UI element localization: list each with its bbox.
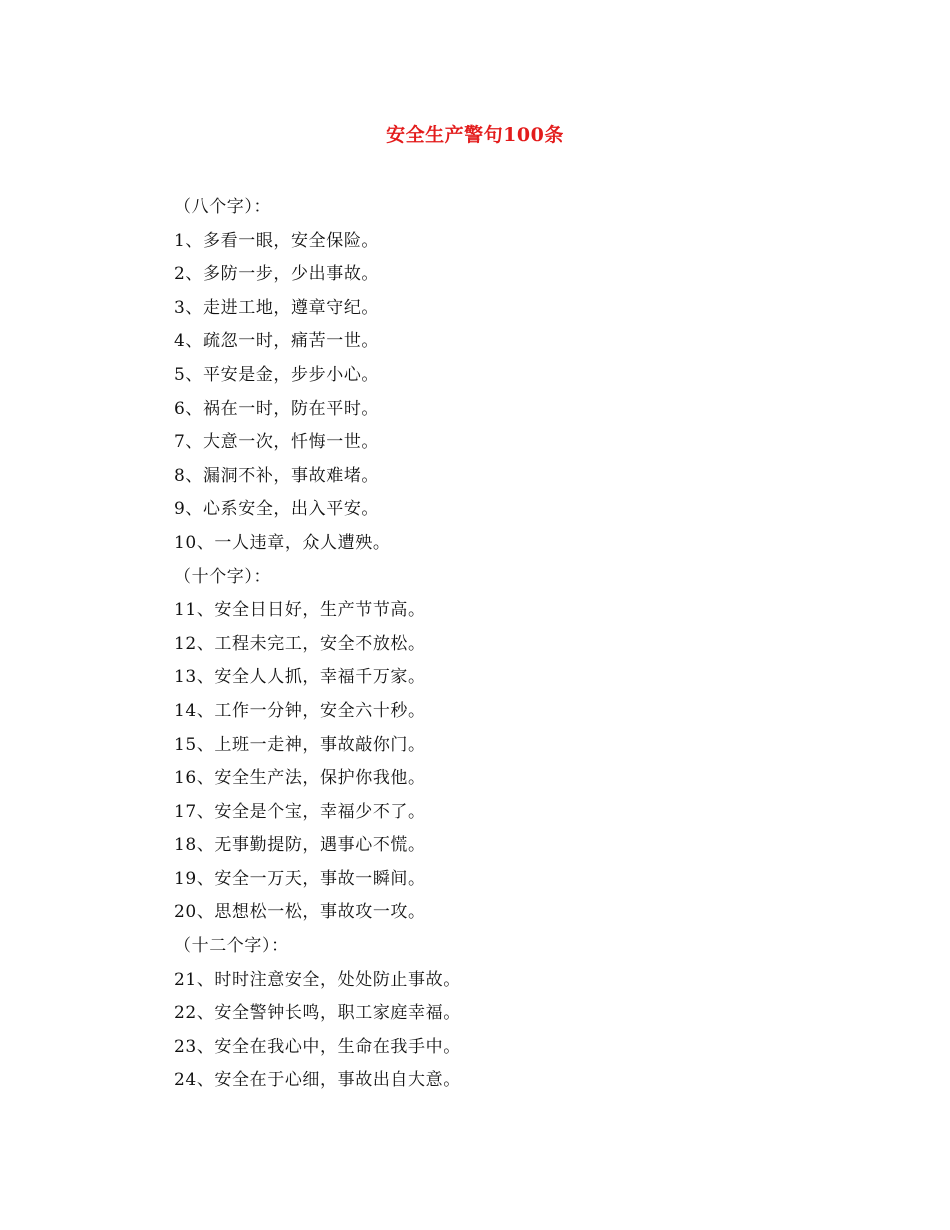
list-item: 7、大意一次，忏悔一世。 xyxy=(174,432,380,453)
list-item: 2、多防一步，少出事故。 xyxy=(174,264,380,285)
list-item: 5、平安是金，步步小心。 xyxy=(174,364,380,385)
list-item: 13、安全人人抓，幸福千万家。 xyxy=(174,667,426,688)
section-heading: （八个字）： xyxy=(174,197,272,217)
document-body xyxy=(174,191,814,1098)
section-heading: （十个字）： xyxy=(174,566,272,587)
list-item: 22、安全警钟长鸣，职工家庭幸福。 xyxy=(174,1003,461,1024)
list-item: 15、上班一走神，事故敲你门。 xyxy=(174,734,426,755)
list-item: 19、安全一万天，事故一瞬间。 xyxy=(174,868,426,889)
list-item: 21、时时注意安全，处处防止事故。 xyxy=(174,969,461,990)
list-item: 1、多看一眼，安全保险。 xyxy=(174,230,380,251)
list-item: 4、疏忽一时，痛苦一世。 xyxy=(174,331,380,352)
list-item: 9、心系安全，出入平安。 xyxy=(174,499,380,520)
list-item: 23、安全在我心中，生命在我手中。 xyxy=(174,1036,461,1057)
list-item: 17、安全是个宝，幸福少不了。 xyxy=(174,801,426,822)
list-item: 11、安全日日好，生产节节高。 xyxy=(174,600,426,621)
list-item: 20、思想松一松，事故攻一攻。 xyxy=(174,902,426,923)
list-item: 8、漏洞不补，事故难堵。 xyxy=(174,465,380,486)
list-item: 14、工作一分钟，安全六十秒。 xyxy=(174,700,426,721)
list-item: 10、一人违章，众人遭殃。 xyxy=(174,532,391,553)
list-item: 16、安全生产法，保护你我他。 xyxy=(174,768,426,789)
list-item: 3、走进工地，遵章守纪。 xyxy=(174,297,380,318)
list-item: 18、无事勤提防，遇事心不慌。 xyxy=(174,835,426,856)
list-item: 12、工程未完工，安全不放松。 xyxy=(174,633,426,654)
list-item: 24、安全在于心细，事故出自大意。 xyxy=(174,1070,461,1091)
section-heading: （十二个字）： xyxy=(174,936,289,957)
list-item: 6、祸在一时，防在平时。 xyxy=(174,398,380,419)
document-title: 安全生产警句100条 xyxy=(386,124,564,146)
